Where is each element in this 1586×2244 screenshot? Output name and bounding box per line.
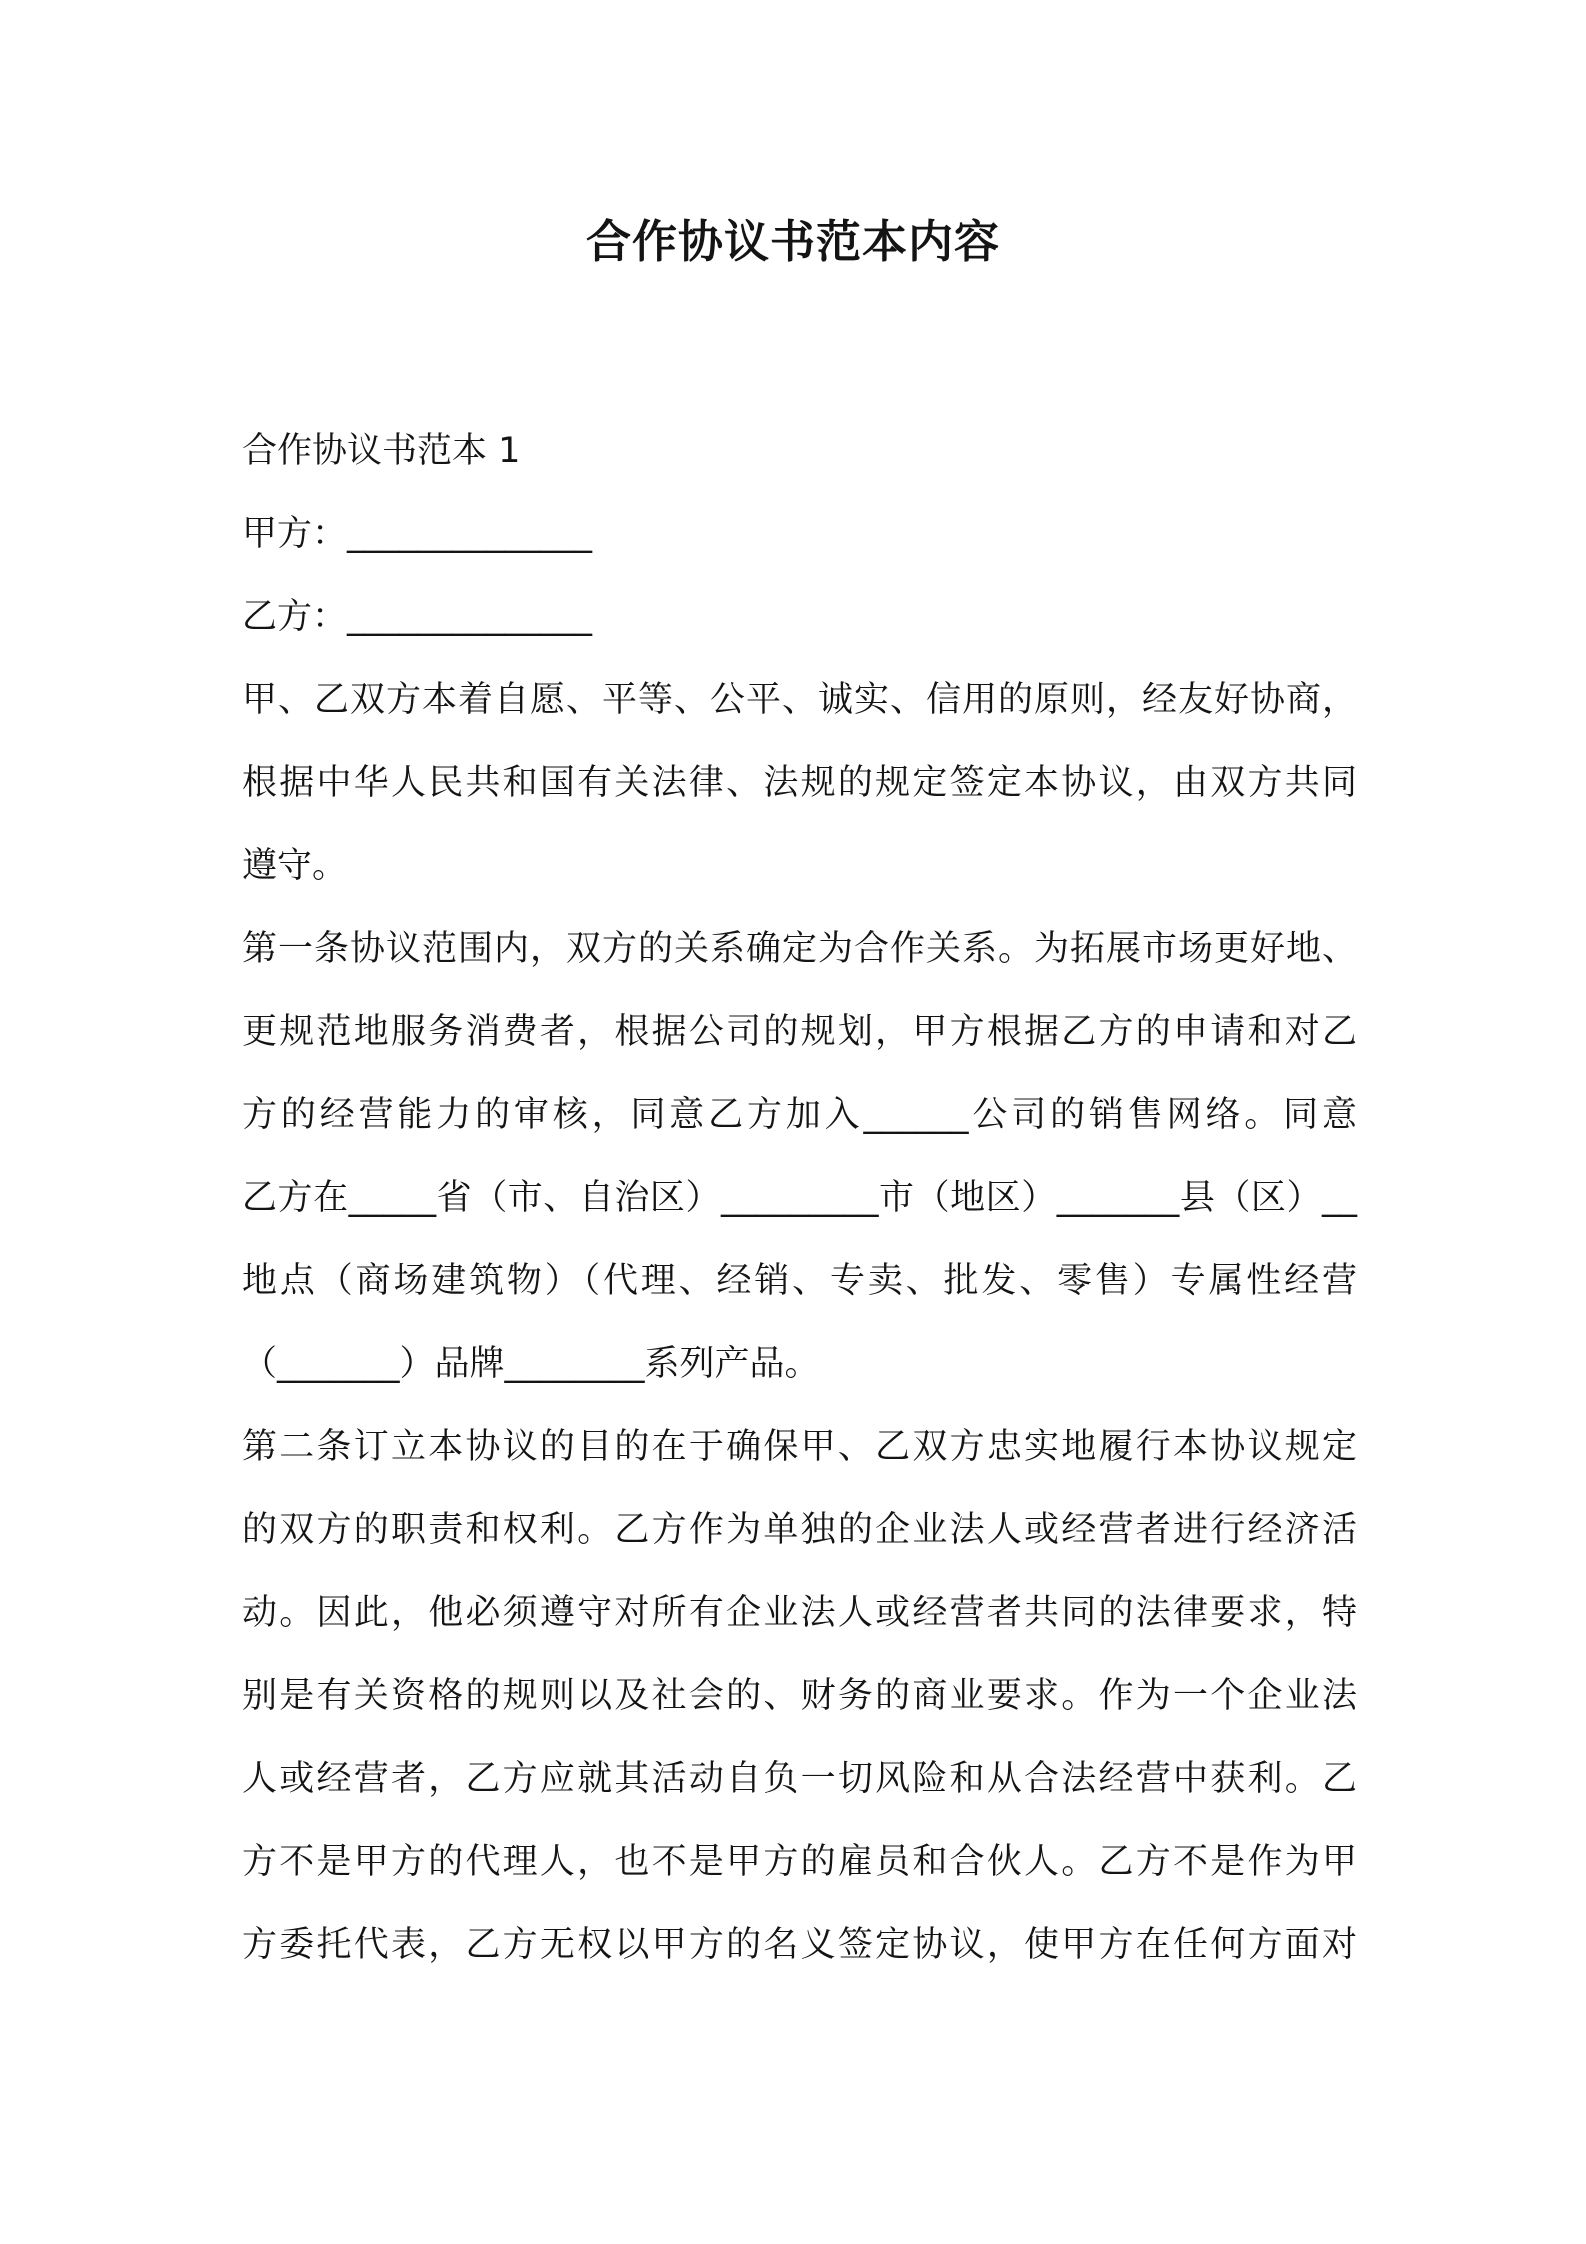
party-a-line: 甲方：______________ [242,514,593,554]
body-line: 乙方在_____省（市、自治区）_________市（地区）_______县（区）__ [242,1178,1357,1218]
article-one-line: 第一条协议范围内，双方的关系确定为合作关系。为拓展市场更好地、 [242,929,1357,969]
section-heading: 合作协议书范本 1 [242,431,521,471]
body-line: 地点（商场建筑物）（代理、经销、专卖、批发、零售）专属性经营 [242,1261,1357,1301]
document-title: 合作协议书范本内容 [585,215,1000,268]
body-line: 方的经营能力的审核，同意乙方加入______公司的销售网络。同意 [242,1095,1357,1135]
body-line: 的双方的职责和权利。乙方作为单独的企业法人或经营者进行经济活 [242,1510,1357,1550]
party-b-line: 乙方：______________ [242,597,593,637]
body-line: 动。因此，他必须遵守对所有企业法人或经营者共同的法律要求，特 [242,1593,1357,1633]
body-line: 方委托代表，乙方无权以甲方的名义签定协议，使甲方在任何方面对 [242,1925,1357,1965]
body-line: 方不是甲方的代理人，也不是甲方的雇员和合伙人。乙方不是作为甲 [242,1842,1357,1882]
body-line: 别是有关资格的规则以及社会的、财务的商业要求。作为一个企业法 [242,1676,1357,1716]
body-line: 人或经营者，乙方应就其活动自负一切风险和从合法经营中获利。乙 [242,1759,1357,1799]
body-line: 根据中华人民共和国有关法律、法规的规定签定本协议，由双方共同 [242,763,1357,803]
body-line: 遵守。 [242,846,348,886]
article-two-line: 第二条订立本协议的目的在于确保甲、乙双方忠实地履行本协议规定 [242,1427,1357,1467]
body-line: 甲、乙双方本着自愿、平等、公平、诚实、信用的原则，经友好协商， [242,680,1357,720]
body-line: 更规范地服务消费者，根据公司的规划，甲方根据乙方的申请和对乙 [242,1012,1357,1052]
document-body [242,410,1357,1987]
body-line: （_______）品牌________系列产品。 [242,1344,820,1384]
